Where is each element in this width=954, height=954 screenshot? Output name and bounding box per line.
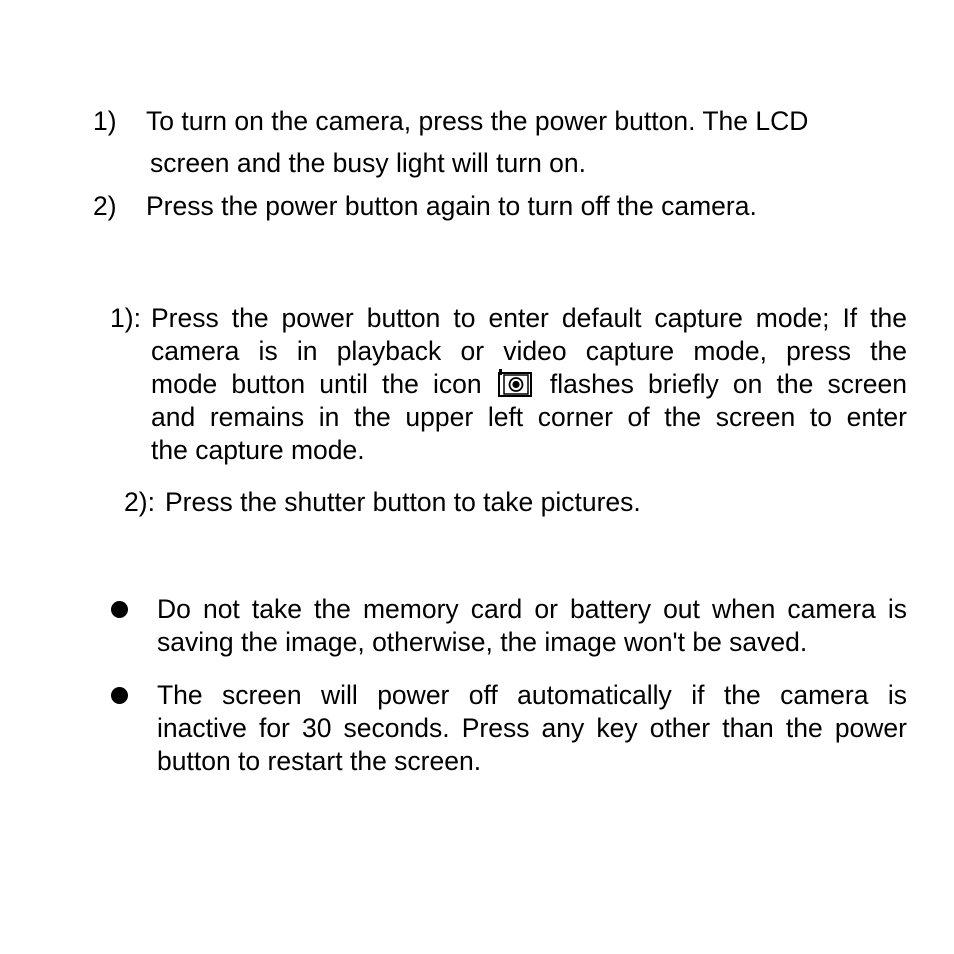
step-text: To turn on the camera, press the power button. The LCD (146, 106, 809, 136)
capture-mode-paragraph (151, 302, 907, 467)
note-paragraph (157, 593, 907, 659)
paragraph-fragment: mode button until the icon (151, 369, 482, 399)
step-number: 1) (93, 106, 117, 136)
step-number: 2): (124, 487, 155, 517)
paragraph-line: and remains in the upper left corner of the screen to enter (151, 402, 907, 432)
paragraph-line: saving the image, otherwise, the image won't be saved. (157, 627, 808, 657)
paragraph-line: inactive for 30 seconds. Press any key other than the power (157, 713, 907, 743)
step-number: 2) (93, 191, 117, 221)
paragraph-line: button to restart the screen. (157, 746, 482, 776)
paragraph-line: Press the power button to enter default capture mode; If the (151, 303, 907, 333)
note-paragraph (157, 679, 907, 778)
paragraph-line: The screen will power off automatically if the camera is (157, 680, 907, 710)
paragraph-line: camera is in playback or video capture mode, press the (151, 336, 907, 366)
paragraph-line: Do not take the memory card or battery out when camera is (157, 594, 907, 624)
bullet-point (111, 687, 128, 704)
bullet-point (111, 601, 128, 618)
step-text: Press the power button again to turn off the camera. (146, 191, 757, 221)
paragraph-fragment: flashes briefly on the screen (549, 369, 907, 399)
step-text: screen and the busy light will turn on. (150, 148, 587, 178)
paragraph-line-with-icon (151, 368, 907, 401)
paragraph-line: the capture mode. (151, 435, 365, 465)
camera-capture-icon (498, 369, 530, 396)
step-number: 1): (110, 303, 141, 333)
step-text: Press the shutter button to take pictures. (165, 487, 641, 517)
